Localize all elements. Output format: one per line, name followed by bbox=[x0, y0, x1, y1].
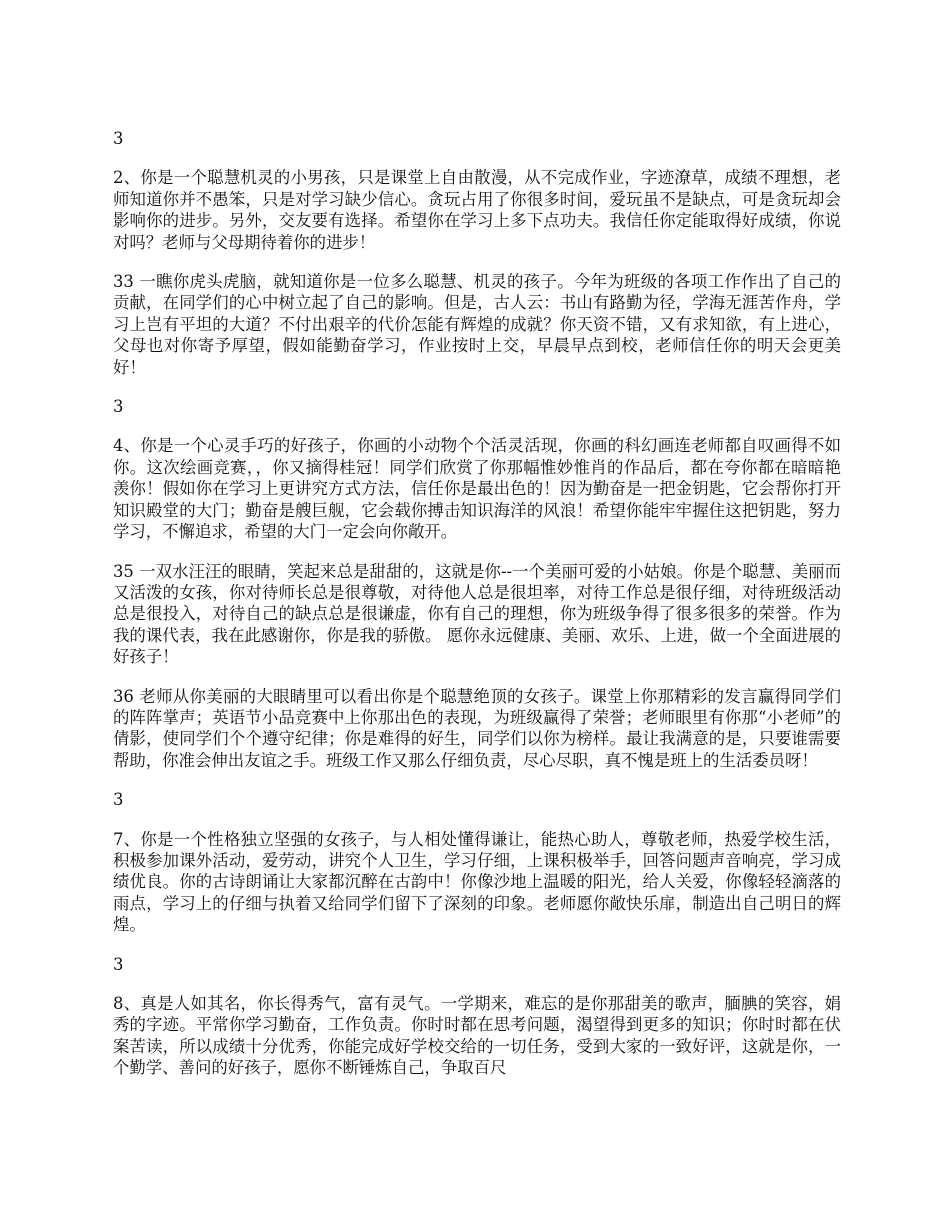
comment-paragraph-36: 36 老师从你美丽的大眼睛里可以看出你是个聪慧绝顶的女孩子。课堂上你那精彩的发言赢得同学们的阵阵掌声；英语节小品竞赛中上你那出色的表现，为班级赢得了荣誉；老师眼里有你那“小老师”的倩影，使同学们个个遵守纪律；你是难得的好生，同学们以你为榜样。最让我满意的是，只要谁需要帮助，你准会伸出友谊之手。班级工作又那么仔细负责，尽心尽职，真不愧是班上的生活委员呀！ bbox=[113, 686, 841, 770]
comment-paragraph-7: 7、你是一个性格独立坚强的女孩子，与人相处懂得谦让，能热心助人，尊敬老师，热爱学校生活，积极参加课外活动，爱劳动，讲究个人卫生，学习仔细，上课积极举手，回答问题声音响亮，学习成绩优良。你的古诗朗诵让大家都沉醉在古韵中！你像沙地上温暖的阳光，给人关爱，你像轻轻滴落的雨点，学习上的仔细与执着又给同学们留下了深刻的印象。老师愿你敞快乐扉，制造出自己明日的辉煌。 bbox=[113, 829, 841, 935]
comment-paragraph-2: 2、你是一个聪慧机灵的小男孩，只是课堂上自由散漫，从不完成作业，字迹潦草，成绩不理想，老师知道你并不愚笨，只是对学习缺少信心。贪玩占用了你很多时间，爱玩虽不是缺点，可是贪玩却会影响你的进步。另外，交友要有选择。希望你在学习上多下点功夫。我信任你定能取得好成绩，你说对吗？老师与父母期待着你的进步！ bbox=[113, 168, 841, 252]
comment-paragraph-35: 35 一双水汪汪的眼睛，笑起来总是甜甜的，这就是你--一个美丽可爱的小姑娘。你是个聪慧、美丽而又活泼的女孩，你对待师长总是很尊敬，对待他人总是很坦率，对待工作总是很仔细，对待班级活动总是很投入，对待自己的缺点总是很谦虚，你有自己的理想，你为班级争得了很多很多的荣誉。作为我的课代表，我在此感谢你，你是我的骄傲。 愿你永远健康、美丽、欢乐、上进，做一个全面进展的好孩子！ bbox=[113, 561, 841, 667]
comment-paragraph-33: 33 一瞧你虎头虎脑，就知道你是一位多么聪慧、机灵的孩子。今年为班级的各项工作作出了自己的贡献，在同学们的心中树立起了自己的影响。但是，古人云：书山有路勤为径，学海无涯苦作舟，学习上岂有平坦的大道？不付出艰辛的代价怎能有辉煌的成就？你天资不错，又有求知欲，有上进心，父母也对你寄予厚望，假如能勤奋学习，作业按时上交，早晨早点到校，老师信任你的明天会更美好！ bbox=[113, 272, 841, 377]
page-number: 3 bbox=[113, 790, 124, 810]
comment-paragraph-4: 4、你是一个心灵手巧的好孩子，你画的小动物个个活灵活现，你画的科幻画连老师都自叹画得不如你。这次绘画竞赛，，你又摘得桂冠！同学们欣赏了你那幅惟妙惟肖的作品后，都在夸你都在暗暗艳羡你！假如你在学习上更讲究方式方法，信任你是最出色的！因为勤奋是一把金钥匙，它会帮你打开知识殿堂的大门；勤奋是艘巨舰，它会载你搏击知识海洋的风浪！希望你能牢牢握住这把钥匙，努力学习，不懈追求，希望的大门一定会向你敞开。 bbox=[113, 436, 841, 542]
page-number: 3 bbox=[113, 397, 124, 417]
page-number: 3 bbox=[113, 954, 124, 974]
comment-paragraph-8: 8、真是人如其名，你长得秀气，富有灵气。一学期来，难忘的是你那甜美的歌声，腼腆的笑容，娟秀的字迹。平常你学习勤奋，工作负责。你时时都在思考问题，渴望得到更多的知识；你时时都在伏案苦读，所以成绩十分优秀，你能完成好学校交给的一切任务，受到大家的一致好评，这就是你，一个勤学、善问的好孩子，愿你不断锤炼自己，争取百尺 bbox=[113, 994, 841, 1078]
page-number: 3 bbox=[113, 129, 124, 148]
